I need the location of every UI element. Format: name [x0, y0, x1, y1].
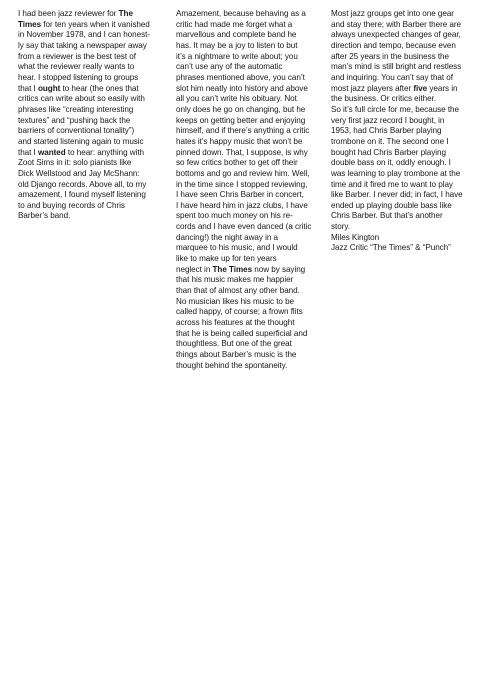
text-line: double bass on it, oddly enough. I — [331, 158, 451, 168]
text-line: Barber’s band. — [18, 211, 71, 221]
text-line: in the time since I stopped reviewing, — [176, 179, 308, 189]
text-line: so few critics bother to get off their — [176, 158, 298, 168]
text-fragment: neglect in — [176, 264, 213, 274]
text-line: that he is being called superficial and — [176, 328, 308, 338]
text-line — [331, 84, 481, 95]
text-line: I have heard him in jazz clubs, I have — [176, 200, 308, 210]
text-line: phrases mentioned above, you can’t — [176, 72, 305, 82]
text-line: called happy, of course; a frown flits — [176, 307, 303, 317]
text-line: it’s a nightmare to write about; you — [176, 51, 298, 61]
text-line: thoughtless. But one of the great — [176, 339, 292, 349]
text-line: No musician likes his music to be — [176, 296, 295, 306]
text-fragment: most jazz players after — [331, 83, 414, 93]
text-line: thought behind the spontaneity. — [176, 360, 288, 370]
text-line: trombone on it. The second one I — [331, 136, 449, 146]
text-fragment: I had been jazz reviewer for — [18, 9, 119, 18]
text-line: direction and tempo, because even — [331, 40, 456, 50]
text-line: and started listening again to music — [18, 136, 144, 146]
text-line: slot him neatly into history and above — [176, 83, 308, 93]
text-line: critic had made me forget what a — [176, 19, 293, 29]
text-line: himself, and if there’s anything a critic — [176, 126, 310, 136]
text-line: like Barber. I never did; in fact, I have — [331, 190, 463, 200]
text-line: cords and I have even danced (a critic — [176, 222, 312, 232]
text-line: very first jazz record I bought, in — [331, 115, 445, 125]
text-line: like to make up for ten years — [176, 254, 277, 264]
text-line: in November 1978, and I can honest- — [18, 30, 150, 40]
text-line: 1953, had Chris Barber playing — [331, 126, 442, 136]
text-line: keeps on getting better and enjoying — [176, 115, 306, 125]
text-line: hates it’s happy music that won’t be — [176, 136, 303, 146]
text-line — [18, 148, 170, 159]
text-fragment: now by saying — [252, 264, 306, 274]
article-column-2 — [176, 9, 328, 371]
publication-name: The — [118, 9, 133, 18]
text-line: things about Barber’s music is the — [176, 350, 297, 359]
text-line: dancing!) the night away in a — [176, 232, 278, 242]
author-credit: Jazz Critic “The Times” & “Punch” — [331, 243, 451, 253]
text-line: the business. Or critics either. — [331, 94, 436, 104]
text-line: has. It may be a joy to listen to but — [176, 40, 298, 50]
text-line: was learning to play trombone at the — [331, 168, 461, 178]
publication-name: Times — [18, 19, 42, 29]
text-fragment: that I — [18, 83, 38, 93]
text-line: Amazement, because behaving as a — [176, 9, 306, 18]
text-line — [18, 20, 170, 31]
publication-name: The Times — [212, 264, 253, 274]
text-line: time and it fired me to want to play — [331, 179, 453, 189]
text-line: hear. I stopped listening to groups — [18, 72, 139, 82]
text-line: ended up playing double bass like — [331, 200, 452, 210]
text-line: can’t use any of the automatic — [176, 62, 283, 72]
text-line: Dick Wellstood and Jay McShann: — [18, 168, 140, 178]
text-line: and stay there; with Barber there are — [331, 19, 462, 29]
emphasis-word: five — [413, 83, 428, 93]
text-line: old Django records. Above all, to my — [18, 179, 147, 189]
text-line: all you can’t write his obituary. Not — [176, 94, 297, 104]
text-line: bought had Chris Barber playing — [331, 147, 446, 157]
text-line: from a reviewer is the best test of — [18, 51, 136, 61]
text-line: spent too much money on his re- — [176, 211, 293, 221]
text-line: amazement, I found myself listening — [18, 190, 146, 200]
emphasis-word: wanted — [37, 147, 66, 157]
text-line: pinned down. That, I suppose, is why — [176, 147, 308, 157]
text-line: Chris Barber. But that’s another — [331, 211, 443, 221]
text-line: than that of almost any other band. — [176, 286, 300, 296]
text-fragment: that I — [18, 147, 38, 157]
text-line: across his features at the thought — [176, 318, 295, 328]
article-column-1 — [18, 9, 170, 222]
text-fragment: for ten years when it vanished — [41, 19, 150, 29]
text-line: barriers of conventional tonality”) — [18, 126, 135, 136]
text-line: textures” and “pushing back the — [18, 115, 131, 125]
text-line: ly say that taking a newspaper away — [18, 40, 147, 50]
text-fragment: to hear: anything with — [65, 147, 145, 157]
text-line: man’s mind is still bright and restless — [331, 62, 462, 72]
article-column-3 — [331, 9, 481, 254]
text-line: I have seen Chris Barber in concert, — [176, 190, 304, 200]
text-line: what the reviewer really wants to — [18, 62, 135, 72]
text-line — [18, 84, 170, 95]
text-fragment: years in — [427, 83, 458, 93]
text-line: So it’s full circle for me, because the — [331, 104, 459, 114]
text-line: story. — [331, 222, 350, 232]
text-line: to and buying records of Chris — [18, 200, 125, 210]
text-line: bottoms and go and review him. Well, — [176, 168, 310, 178]
text-line: marquee to his music, and I would — [176, 243, 298, 253]
text-line: marvellous and complete band he — [176, 30, 297, 40]
text-line: phrases like “creating interesting — [18, 104, 134, 114]
author-signature: Miles Kington — [331, 232, 380, 242]
text-fragment: to hear (the ones that — [60, 83, 139, 93]
emphasis-word: ought — [37, 83, 61, 93]
text-line: that his music makes me happier — [176, 275, 294, 285]
text-line: always unexpected changes of gear, — [331, 30, 461, 40]
text-line: critics can write about so easily with — [18, 94, 145, 104]
text-line: and inquiring. You can’t say that of — [331, 72, 453, 82]
text-line: Most jazz groups get into one gear — [331, 9, 454, 18]
text-line — [176, 265, 328, 276]
text-line: after 25 years in the business the — [331, 51, 449, 61]
text-line: Zoot Sims in it: solo pianists like — [18, 158, 132, 168]
text-line — [18, 9, 170, 20]
text-line: only does he go on changing, but he — [176, 104, 306, 114]
